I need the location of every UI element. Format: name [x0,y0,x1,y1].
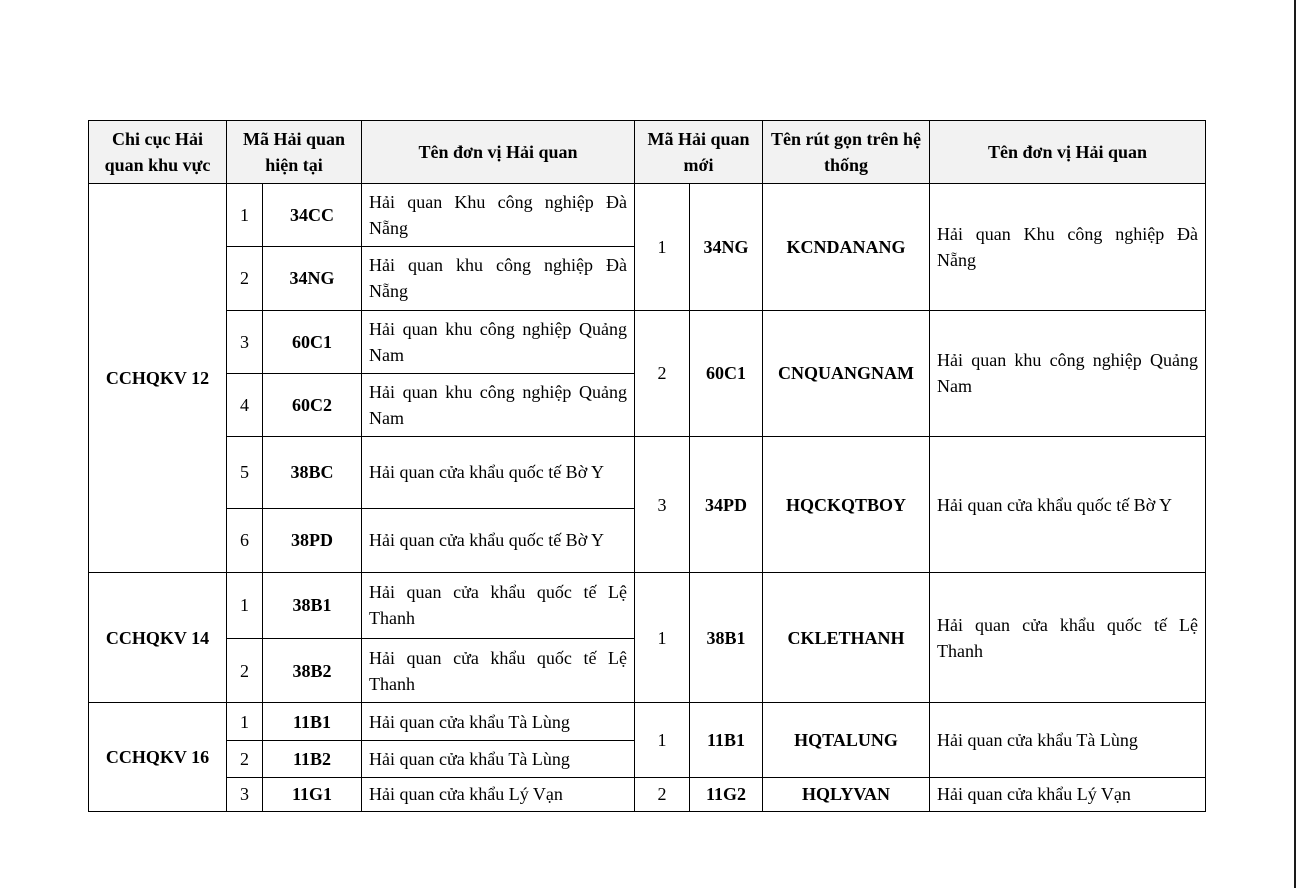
header-row [89,121,1206,184]
region-cell: CCHQKV 16 [89,703,227,812]
short-name: HQLYVAN [763,777,930,811]
customs-code-table [88,120,1206,812]
current-code: 38PD [263,508,362,572]
new-no: 1 [635,184,690,311]
new-code: 38B1 [690,572,763,703]
new-no: 1 [635,703,690,777]
new-no: 2 [635,777,690,811]
header-unit-name: Tên đơn vị Hải quan [362,121,635,184]
current-name: Hải quan cửa khẩu quốc tế Bờ Y [362,437,635,508]
region-cell: CCHQKV 12 [89,184,227,573]
new-name: Hải quan cửa khẩu quốc tế Bờ Y [930,437,1206,573]
new-code: 34PD [690,437,763,573]
current-name: Hải quan cửa khẩu Tà Lùng [362,740,635,777]
table-row [89,572,1206,638]
new-code: 11B1 [690,703,763,777]
current-code: 11G1 [263,777,362,811]
short-name: KCNDANANG [763,184,930,311]
current-code: 11B1 [263,703,362,740]
current-code: 60C2 [263,373,362,436]
current-name: Hải quan khu công nghiệp Quảng Nam [362,373,635,436]
new-name: Hải quan Khu công nghiệp Đà Nẵng [930,184,1206,311]
current-name: Hải quan cửa khẩu Tà Lùng [362,703,635,740]
page-edge [1294,0,1296,888]
current-no: 5 [227,437,263,508]
current-no: 3 [227,310,263,373]
short-name: CNQUANGNAM [763,310,930,437]
new-no: 3 [635,437,690,573]
short-name: HQCKQTBOY [763,437,930,573]
current-name: Hải quan cửa khẩu Lý Vạn [362,777,635,811]
current-no: 1 [227,703,263,740]
table-row [89,777,1206,811]
current-code: 11B2 [263,740,362,777]
current-no: 2 [227,247,263,310]
current-name: Hải quan Khu công nghiệp Đà Nẵng [362,184,635,247]
short-name: HQTALUNG [763,703,930,777]
header-region: Chi cục Hải quan khu vực [89,121,227,184]
header-new-code: Mã Hải quan mới [635,121,763,184]
current-no: 3 [227,777,263,811]
short-name: CKLETHANH [763,572,930,703]
new-name: Hải quan cửa khẩu quốc tế Lệ Thanh [930,572,1206,703]
header-current-code: Mã Hải quan hiện tại [227,121,362,184]
current-no: 1 [227,572,263,638]
current-name: Hải quan cửa khẩu quốc tế Lệ Thanh [362,639,635,703]
current-code: 60C1 [263,310,362,373]
table-row [89,310,1206,373]
current-name: Hải quan cửa khẩu quốc tế Lệ Thanh [362,572,635,638]
current-name: Hải quan khu công nghiệp Quảng Nam [362,310,635,373]
current-no: 6 [227,508,263,572]
table-row [89,184,1206,247]
current-no: 2 [227,740,263,777]
new-name: Hải quan cửa khẩu Lý Vạn [930,777,1206,811]
current-code: 38BC [263,437,362,508]
new-no: 1 [635,572,690,703]
new-no: 2 [635,310,690,437]
new-code: 11G2 [690,777,763,811]
table-row [89,703,1206,740]
current-code: 38B2 [263,639,362,703]
header-short-name: Tên rút gọn trên hệ thống [763,121,930,184]
current-code: 38B1 [263,572,362,638]
current-no: 2 [227,639,263,703]
current-code: 34NG [263,247,362,310]
new-name: Hải quan cửa khẩu Tà Lùng [930,703,1206,777]
new-code: 34NG [690,184,763,311]
table-row [89,437,1206,508]
new-name: Hải quan khu công nghiệp Quảng Nam [930,310,1206,437]
new-code: 60C1 [690,310,763,437]
current-name: Hải quan cửa khẩu quốc tế Bờ Y [362,508,635,572]
header-new-unit-name: Tên đơn vị Hải quan [930,121,1206,184]
current-name: Hải quan khu công nghiệp Đà Nẵng [362,247,635,310]
current-no: 4 [227,373,263,436]
region-cell: CCHQKV 14 [89,572,227,703]
current-code: 34CC [263,184,362,247]
current-no: 1 [227,184,263,247]
